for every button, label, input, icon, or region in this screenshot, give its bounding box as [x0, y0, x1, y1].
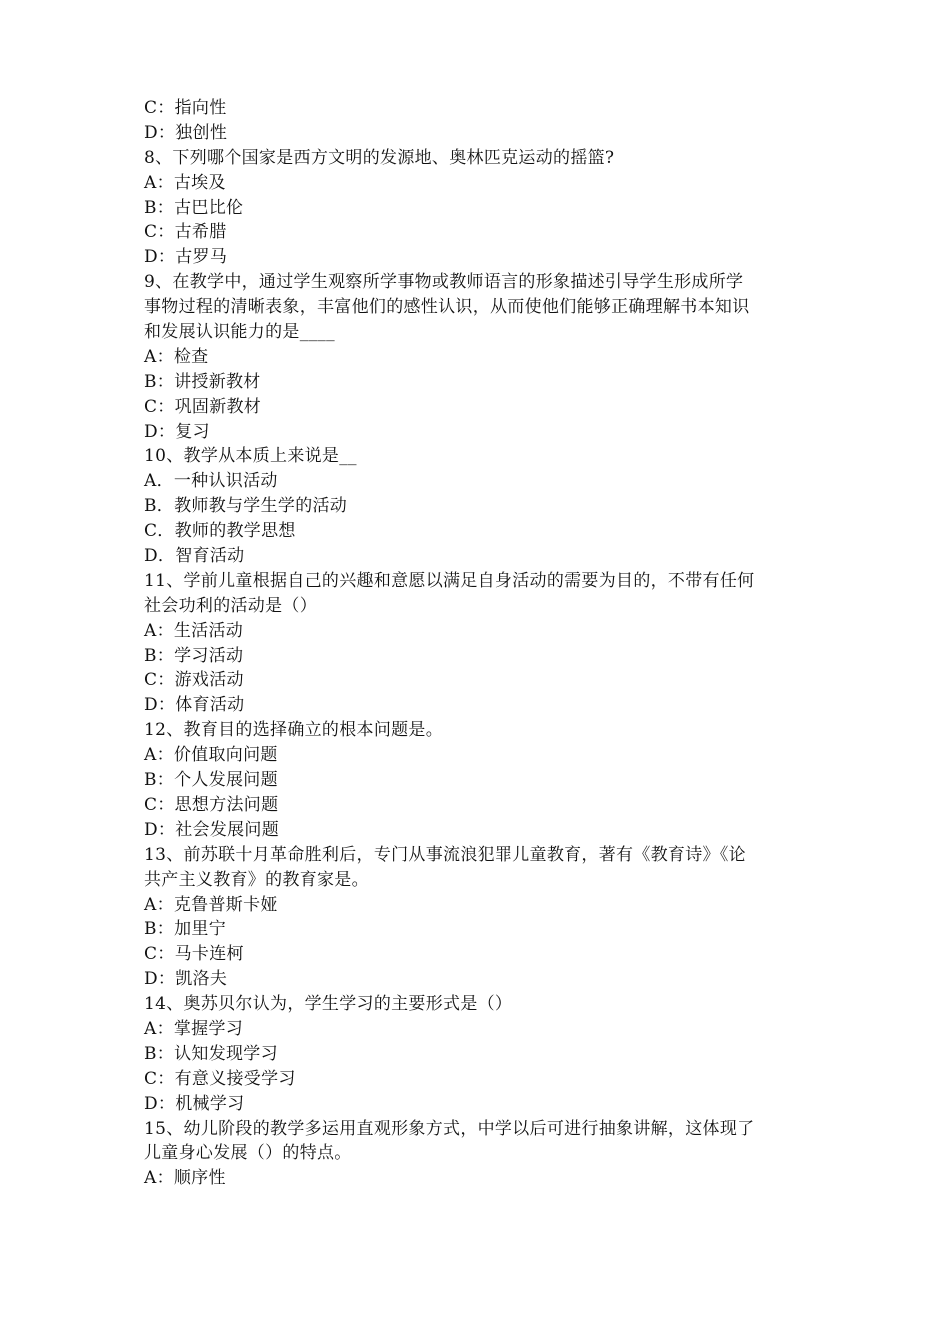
option-line: A：掌握学习	[144, 1018, 244, 1039]
question-9-stem: 9、在教学中，通过学生观察所学事物或教师语言的形象描述引导学生形成所学	[144, 272, 744, 293]
option-line: A．一种认识活动	[144, 471, 278, 492]
question-10-stem: 10、教学从本质上来说是__	[144, 446, 357, 467]
option-line: C：巩固新教材	[144, 396, 262, 417]
option-line: A：生活活动	[144, 620, 244, 641]
question-11-stem: 11、学前儿童根据自己的兴趣和意愿以满足自身活动的需要为目的，不带有任何	[144, 570, 755, 591]
question-15-stem: 儿童身心发展（）的特点。	[144, 1143, 352, 1164]
option-line: D：体育活动	[144, 695, 245, 716]
option-line: D：古罗马	[144, 247, 228, 268]
option-line: C．教师的教学思想	[144, 521, 296, 542]
option-line: A：古埃及	[144, 172, 226, 193]
option-line: B．教师教与学生学的活动	[144, 496, 348, 517]
question-11-stem: 社会功利的活动是（）	[144, 595, 317, 616]
option-line: B：学习活动	[144, 645, 244, 666]
question-14-stem: 14、奥苏贝尔认为，学生学习的主要形式是（）	[144, 994, 513, 1015]
option-line: A：顺序性	[144, 1168, 226, 1189]
option-line: B：讲授新教材	[144, 371, 261, 392]
option-line: D：复习	[144, 421, 210, 442]
question-13-stem: 13、前苏联十月革命胜利后，专门从事流浪犯罪儿童教育，著有《教育诗》《论	[144, 844, 746, 865]
question-9-stem: 事物过程的清晰表象，丰富他们的感性认识，从而使他们能够正确理解书本知识	[144, 297, 750, 318]
option-line: A：克鲁普斯卡娅	[144, 894, 278, 915]
option-line: A：价值取向问题	[144, 745, 278, 766]
question-9-stem: 和发展认识能力的是____	[144, 322, 335, 343]
option-line: C：有意义接受学习	[144, 1068, 296, 1089]
option-line: C：马卡连柯	[144, 944, 244, 965]
option-line: D：机械学习	[144, 1093, 245, 1114]
option-line: D．智育活动	[144, 546, 245, 567]
question-8-stem: 8、下列哪个国家是西方文明的发源地、奥林匹克运动的摇篮?	[144, 147, 615, 168]
option-line: C：指向性	[144, 98, 227, 118]
question-12-stem: 12、教育目的选择确立的根本问题是。	[144, 720, 444, 741]
option-line: A：检查	[144, 346, 209, 367]
option-line: D：社会发展问题	[144, 819, 280, 840]
option-line: C：古希腊	[144, 222, 227, 243]
question-13-stem: 共产主义教育》的教育家是。	[144, 869, 369, 890]
option-line: D：独创性	[144, 122, 228, 143]
option-line: C：游戏活动	[144, 670, 244, 691]
option-line: D：凯洛夫	[144, 969, 228, 990]
option-line: B：个人发展问题	[144, 770, 278, 791]
option-line: B：加里宁	[144, 919, 226, 940]
option-line: B：认知发现学习	[144, 1043, 278, 1064]
question-text-block	[144, 96, 808, 1191]
option-line: C：思想方法问题	[144, 794, 279, 815]
option-line: B：古巴比伦	[144, 197, 244, 218]
question-15-stem: 15、幼儿阶段的教学多运用直观形象方式，中学以后可进行抽象讲解，这体现了	[144, 1118, 755, 1139]
